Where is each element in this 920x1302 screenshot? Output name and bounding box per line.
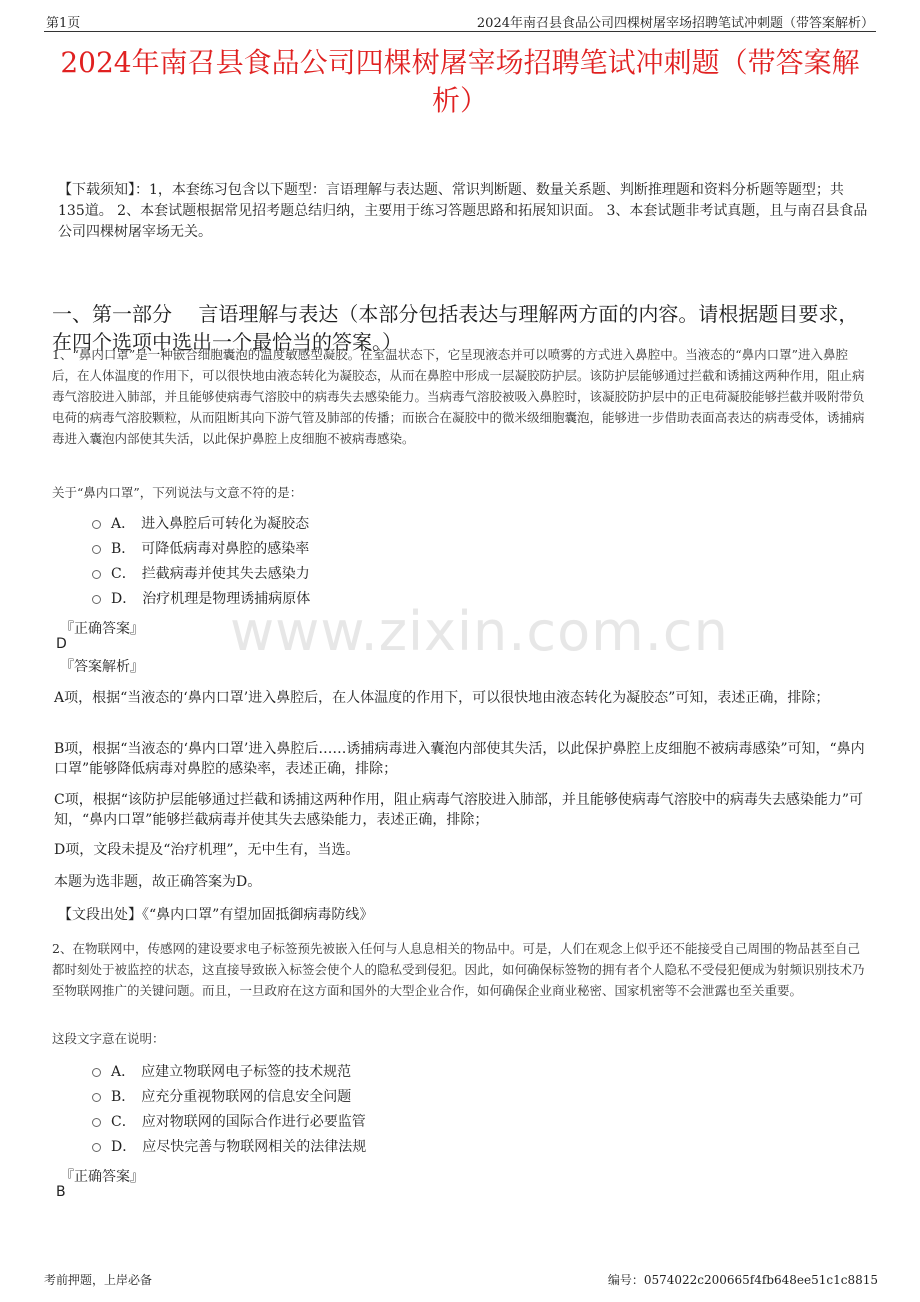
answer-value: B [56, 1184, 66, 1200]
footer-slogan: 考前押题，上岸必备 [44, 1273, 153, 1287]
option-a[interactable] [92, 1060, 366, 1085]
analysis-conclusion: 本题为选非题，故正确答案为D。 [54, 874, 262, 890]
answer-label: 『正确答案』 [60, 1169, 144, 1185]
question-2-prompt: 这段文字意在说明： [52, 1031, 165, 1046]
option-letter: B． [111, 1089, 136, 1105]
option-letter: A． [111, 1064, 136, 1080]
radio-icon[interactable] [92, 520, 101, 529]
analysis-c: C项，根据“该防护层能够通过拦截和诱捕这两种作用，阻止病毒气溶胶进入肺部，并且能够使病毒气溶胶中的病毒失去感染能力”可知，“鼻内口罩”能够拦截病毒并使其失去感染能力，表述正确，排除； [54, 792, 864, 828]
question-1-passage: 1、“鼻内口罩”是一种嵌合细胞囊泡的温度敏感型凝胶。在室温状态下，它呈现液态并可以喷雾的方式进入鼻腔中。当液态的“鼻内口罩”进入鼻腔后，在人体温度的作用下，可以很快地由液态转化为凝胶态，从而在鼻腔中形成一层凝胶防护层。该防护层能够通过拦截和诱捕这两种作用，阻止病毒气溶胶进入肺部，并且能够使病毒气溶胶中的病毒失去感染能力。当病毒气溶胶被吸入鼻腔时，该凝胶防护层中的正电荷凝胶能够拦截并吸附带负电荷的病毒气溶胶颗粒，从而阻断其向下游气管及肺部的传播；而嵌合在凝胶中的微米级细胞囊泡，能够进一步借助表面高表达的病毒受体，诱捕病毒进入囊泡内部使其失活，以此保护鼻腔上皮细胞不被病毒感染。 [52, 347, 865, 446]
source-citation: 【文段出处】《“鼻内口罩”有望加固抵御病毒防线》 [58, 907, 374, 923]
radio-icon[interactable] [92, 595, 101, 604]
option-text: 治疗机理是物理诱捕病原体 [142, 591, 311, 607]
analysis-d: D项，文段未提及“治疗机理”，无中生有，当选。 [54, 842, 360, 858]
header-rule [44, 31, 876, 32]
radio-icon[interactable] [92, 1143, 101, 1152]
option-letter: C． [111, 566, 136, 582]
option-letter: A． [111, 516, 136, 532]
option-d[interactable] [92, 587, 310, 612]
radio-icon[interactable] [92, 1068, 101, 1077]
answer-label: 『正确答案』 [60, 621, 144, 637]
radio-icon[interactable] [92, 1118, 101, 1127]
footer-doc-id: 编号：0574022c200665f4fb648ee51c1c8815 [607, 1273, 878, 1287]
option-c[interactable] [92, 562, 310, 587]
watermark: www.zixin.com.cn [230, 600, 729, 663]
analysis-b: B项，根据“当液态的‘鼻内口罩’进入鼻腔后……诱捕病毒进入囊泡内部使其失活，以此保护鼻腔上皮细胞不被病毒感染”可知，“鼻内口罩”能够降低病毒对鼻腔的感染率，表述正确，排除； [54, 741, 865, 777]
question-2-options [92, 1060, 366, 1160]
question-2-passage: 2、在物联网中，传感网的建设要求电子标签预先被嵌入任何与人息息相关的物品中。可是，人们在观念上似乎还不能接受自己周围的物品甚至自己都时刻处于被监控的状态，这直接导致嵌入标签会使个人的隐私受到侵犯。因此，如何确保标签物的拥有者个人隐私不受侵犯便成为射频识别技术乃至物联网推广的关键问题。而且，一旦政府在这方面和国外的大型企业合作，如何确保企业商业秘密、国家机密等不会泄露也至关重要。 [52, 941, 865, 998]
option-text: 可降低病毒对鼻腔的感染率 [141, 541, 310, 557]
analysis-label: 『答案解析』 [60, 659, 144, 675]
option-d[interactable] [92, 1135, 366, 1160]
radio-icon[interactable] [92, 1093, 101, 1102]
option-text: 应尽快完善与物联网相关的法律法规 [142, 1139, 367, 1155]
option-text: 应充分重视物联网的信息安全问题 [141, 1089, 352, 1105]
option-b[interactable] [92, 1085, 366, 1110]
download-notice: 【下载须知】：1，本套练习包含以下题型：言语理解与表达题、常识判断题、数量关系题、判断推理题和资料分析题等题型；共135道。 2、本套试题根据常见招考题总结归纳，主要用于练习答题思路和拓展知识面。 3、本套试题非考试真题，且与南召县食品公司四棵树屠宰场无关。 [58, 182, 868, 240]
answer-value: D [56, 636, 67, 652]
option-letter: D． [111, 1139, 137, 1155]
option-text: 应对物联网的国际合作进行必要监管 [141, 1114, 366, 1130]
page-title: 2024年南召县食品公司四棵树屠宰场招聘笔试冲刺题（带答案解析） [60, 46, 860, 117]
page-number: 第1页 [46, 16, 81, 31]
analysis-a: A项，根据“当液态的‘鼻内口罩’进入鼻腔后，在人体温度的作用下，可以很快地由液态转化为凝胶态”可知，表述正确，排除； [54, 690, 830, 706]
option-c[interactable] [92, 1110, 366, 1135]
option-a[interactable] [92, 512, 310, 537]
option-letter: C． [111, 1114, 136, 1130]
option-text: 应建立物联网电子标签的技术规范 [141, 1064, 352, 1080]
option-text: 进入鼻腔后可转化为凝胶态 [141, 516, 310, 532]
section-heading: 一、第一部分 言语理解与表达（本部分包括表达与理解两方面的内容。请根据题目要求，在四个选项中选出一个最恰当的答案。） [52, 302, 859, 354]
question-1-prompt: 关于“鼻内口罩”，下列说法与文意不符的是： [52, 485, 303, 500]
header-doc-title: 2024年南召县食品公司四棵树屠宰场招聘笔试冲刺题（带答案解析） [476, 16, 874, 31]
option-letter: B． [111, 541, 136, 557]
radio-icon[interactable] [92, 570, 101, 579]
question-1-options [92, 512, 310, 612]
option-text: 拦截病毒并使其失去感染力 [141, 566, 310, 582]
option-letter: D． [111, 591, 137, 607]
option-b[interactable] [92, 537, 310, 562]
radio-icon[interactable] [92, 545, 101, 554]
